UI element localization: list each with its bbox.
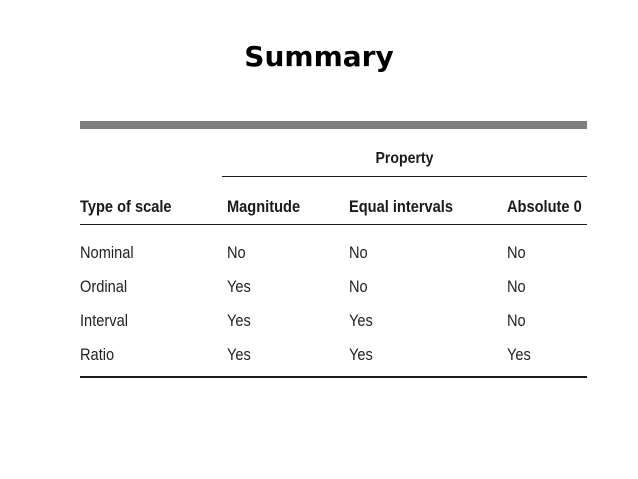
row-ratio-equal-intervals: Yes	[349, 345, 373, 364]
property-group-header: Property	[375, 150, 434, 167]
slide-title: Summary	[244, 40, 394, 73]
row-ratio-absolute-0: Yes	[507, 345, 531, 364]
table-top-bar	[80, 121, 587, 129]
row-ordinal-type: Ordinal	[80, 277, 128, 296]
row-ratio-magnitude: Yes	[227, 345, 251, 364]
row-nominal-absolute-0: No	[507, 243, 526, 262]
row-interval-absolute-0: No	[507, 311, 526, 330]
row-ratio-type: Ratio	[80, 345, 115, 364]
row-nominal-type: Nominal	[80, 243, 134, 262]
column-header-magnitude: Magnitude	[227, 197, 301, 216]
row-ordinal-magnitude: Yes	[227, 277, 251, 296]
row-ordinal-equal-intervals: No	[349, 277, 368, 296]
row-nominal-magnitude: No	[227, 243, 246, 262]
row-interval-type: Interval	[80, 311, 128, 330]
table-bottom-rule	[80, 376, 587, 378]
header-rule	[80, 224, 587, 225]
column-header-equal-intervals: Equal intervals	[349, 197, 454, 216]
row-interval-magnitude: Yes	[227, 311, 251, 330]
column-header-absolute-0: Absolute 0	[507, 197, 582, 216]
property-group-rule	[222, 176, 587, 177]
row-nominal-equal-intervals: No	[349, 243, 368, 262]
row-interval-equal-intervals: Yes	[349, 311, 373, 330]
column-header-type-of-scale: Type of scale	[80, 197, 172, 216]
row-ordinal-absolute-0: No	[507, 277, 526, 296]
